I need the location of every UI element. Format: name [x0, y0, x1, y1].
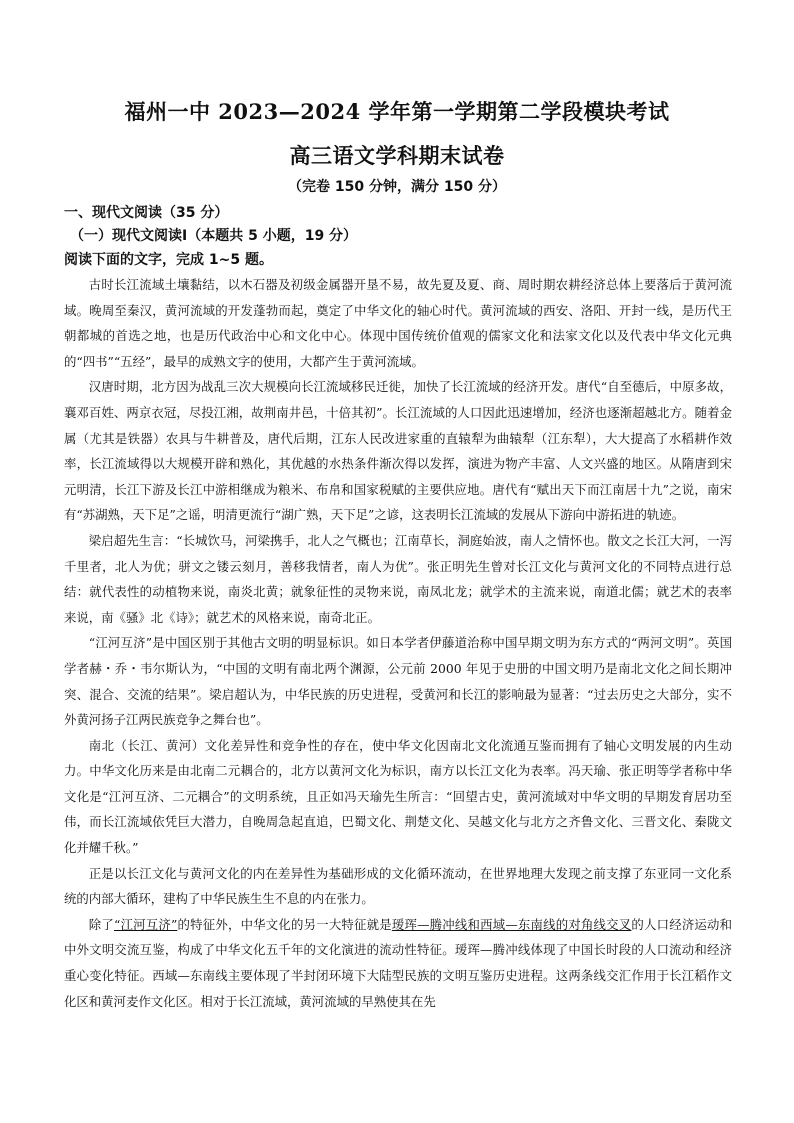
section-heading: 一、现代文阅读（35 分）: [64, 205, 229, 221]
underlined-phrase-1: “江河互济”: [114, 916, 178, 932]
passage-paragraph-6: 正是以长江文化与黄河文化的内在差异性为基础形成的文化循环流动，在世界地理大发现之前支撑了东亚同一文化系统的内部大循环，建构了中华民族生生不息的内在张力。: [64, 865, 732, 907]
passage-paragraph-7: [64, 912, 732, 1014]
reading-passage: [64, 272, 732, 1014]
passage-paragraph-2: 汉唐时期，北方因为战乱三次大规模向长江流域移民迁徙，加快了长江流域的经济开发。唐代“自至德后，中原多故，襄邓百姓、两京衣冠，尽投江湘，故荆南井邑，十倍其初”。长江流域的人口因此迅速增加，经济也逐渐超越北方。随着金属（尤其是铁器）农具与牛耕普及，唐代后期，江东人民改进家重的直辕犁为曲辕犁（江东犁），大大提高了水稻耕作效率，长江流域得以大规模开辟和熟化，其优越的水热条件渐次得以发挥，演进为物产丰富、人文兴盛的地区。从隋唐到宋元明清，长江下游及长江中游相继成为粮米、布帛和国家税赋的主要供应地。唐代有“赋出天下而江南居十九”之说，南宋有“苏湖熟，天下足”之谣，明清更流行“湖广熟，天下足”之谚，这表明长江流域的发展从下游向中游拓进的轨迹。: [64, 379, 732, 523]
subsection-heading: （一）现代文阅读Ⅰ（本题共 5 小题，19 分）: [70, 228, 358, 244]
reading-instruction: 阅读下面的文字，完成 1~5 题。: [64, 252, 273, 268]
passage-paragraph-1: 古时长江流域土壤黏结，以木石器及初级金属器开垦不易，故先夏及夏、商、周时期农耕经济总体上要落后于黄河流域。晚周至秦汉，黄河流域的开发蓬勃而起，奠定了中华文化的轴心时代。黄河流域的西安、洛阳、开封一线，是历代王朝都城的首选之地，也是历代政治中心和文化中心。体现中国传统价值观的儒家文化和法家文化以及代表中华文化元典的“四书”“五经”，最早的成熟文字的使用，大都产生于黄河流域。: [64, 277, 732, 369]
passage-paragraph-4: “江河互济”是中国区别于其他古文明的明显标识。如日本学者伊藤道治称中国早期文明为东方式的“两河文明”。英国学者赫・乔・韦尔斯认为，“中国的文明有南北两个渊源，公元前 2000 年见于史册的中国文明乃是南北文化之间长期冲突、混合、交流的结果”。梁启超认为，中华民族的历史进程，受黄河和长江的影响最为显著：“过去历史之大部分，实不外黄河扬子江两民族竞争之舞台也”。: [64, 635, 732, 728]
p7-text-c: 的人口经济运动和中外文明交流互鉴，构成了中华文化五千年的文化演进的流动性特征。瑷珲—腾冲线体现了中国长时段的人口流动和经济重心变化特征。西域—东南线主要体现了半封闭环境下大陆型民族的文明互鉴历史进程。这两条线交汇作用于长江稻作文化区和黄河麦作文化区。相对于长江流域，黄河流域的早熟使其在先: [64, 916, 733, 1009]
underlined-phrase-2: 瑷珲—腾冲线和西域—东南线的对角线交叉: [391, 916, 632, 932]
exam-subject-title: 高三语文学科期末试卷: [289, 143, 505, 168]
p7-text-a: 除了: [88, 916, 115, 932]
exam-title: 福州一中 2023—2024 学年第一学期第二学段模块考试: [124, 99, 670, 124]
exam-time-score: （完卷 150 分钟，满分 150 分）: [288, 179, 506, 195]
passage-paragraph-5: 南北（长江、黄河）文化差异性和竞争性的存在，使中华文化因南北文化流通互鉴而拥有了轴心文明发展的内生动力。中华文化历来是由北南二元耦合的，北方以黄河文化为标识，南方以长江文化为表率。冯天瑜、张正明等学者称中华文化是“江河互济、二元耦合”的文明系统，且正如冯天瑜先生所言：“回望古史，黄河流域对中华文明的早期发育居功至伟，而长江流域依凭巨大潜力，自晚周急起直追，巴蜀文化、荆楚文化、吴越文化与北方之齐鲁文化、三晋文化、秦陇文化并耀千秋。”: [64, 737, 732, 856]
p7-text-b: 的特征外，中华文化的另一大特征就是: [177, 916, 392, 932]
passage-paragraph-3: 梁启超先生言：“长城饮马，河梁携手，北人之气概也；江南草长，洞庭始波，南人之情怀也。散文之长江大河，一泻千里者，北人为优；骈文之镂云刻月，善移我情者，南人为优”。张正明先生曾对长江文化与黄河文化的不同特点进行总结：就代表性的动植物来说，南炎北黄；就象征性的灵物来说，南凤北龙；就学术的主流来说，南道北儒；就艺术的表率来说，南《骚》北《诗》；就艺术的风格来说，南奇北正。: [64, 532, 732, 625]
